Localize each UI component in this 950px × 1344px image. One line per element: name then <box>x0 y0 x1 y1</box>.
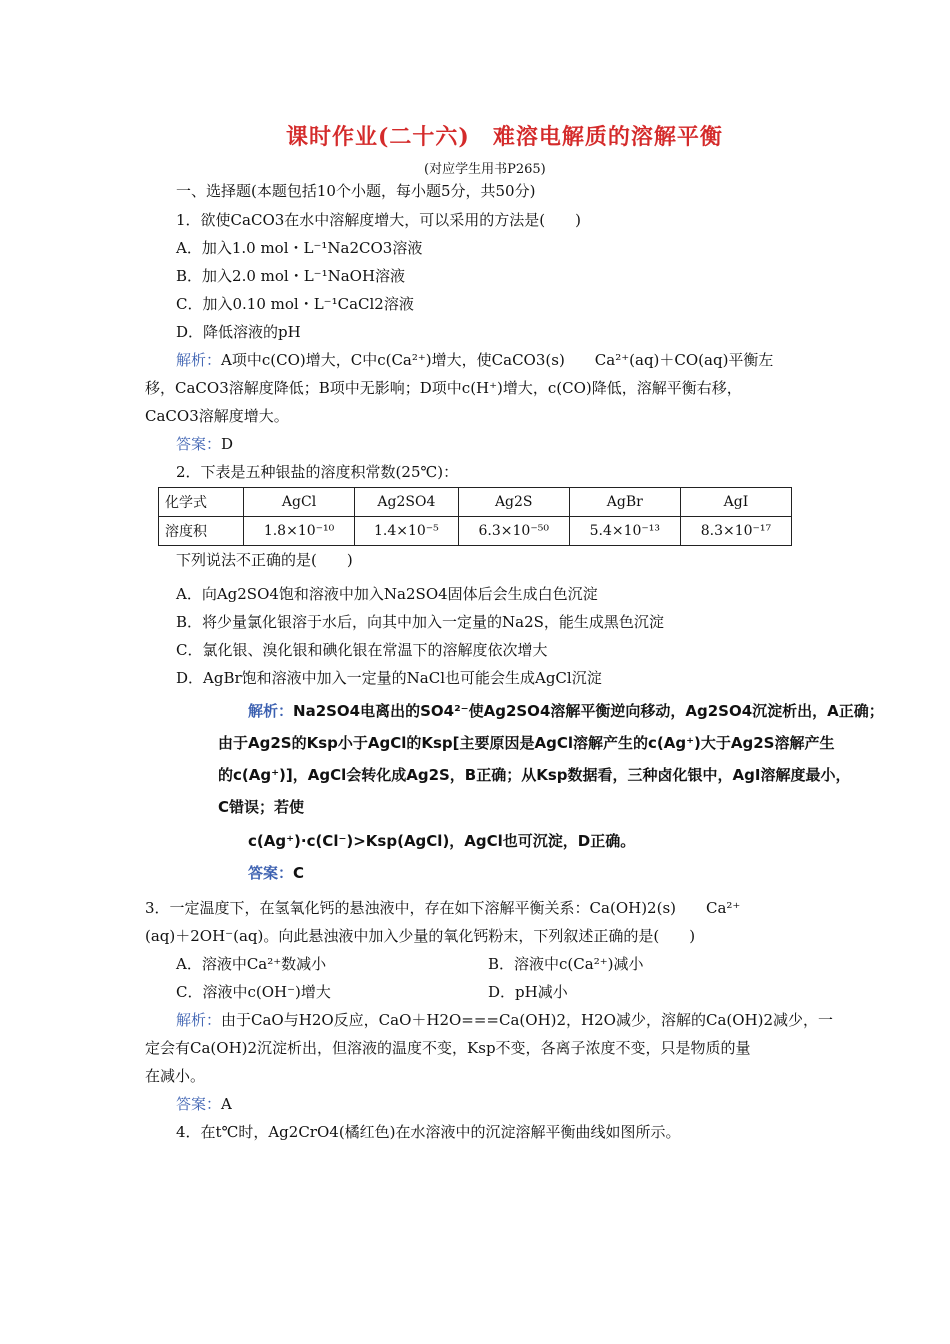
q1-answer-value: D <box>221 435 234 453</box>
table-cell: 8.3×10⁻¹⁷ <box>680 517 791 546</box>
table-cell: AgBr <box>569 488 680 517</box>
table-cell: AgCl <box>244 488 355 517</box>
q2-analysis-line-1 <box>248 700 884 721</box>
q1-option-b: B．加入2.0 mol・L⁻¹NaOH溶液 <box>176 267 406 285</box>
q4-stem: 4．在t℃时，Ag2CrO4(橘红色)在水溶液中的沉淀溶解平衡曲线如图所示。 <box>176 1123 681 1141</box>
q3-stem-line-2: (aq)＋2OH⁻(aq)。向此悬浊液中加入少量的氧化钙粉末，下列叙述正确的是( ) <box>145 927 696 945</box>
q1-analysis-line-2: 移，CaCO3溶解度降低；B项中无影响；D项中c(H⁺)增大，c(CO)降低，溶解平衡右移， <box>145 379 742 397</box>
q3-analysis-text-1: 由于CaO与H2O反应，CaO＋H2O===Ca(OH)2，H2O减少，溶解的Ca(OH)2减少，一 <box>221 1011 834 1029</box>
q2-option-c: C．氯化银、溴化银和碘化银在常温下的溶解度依次增大 <box>176 641 548 659</box>
q1-analysis-line-3: CaCO3溶解度增大。 <box>145 407 289 425</box>
q1-stem: 1．欲使CaCO3在水中溶解度增大，可以采用的方法是( ) <box>176 211 581 229</box>
q1-option-a: A．加入1.0 mol・L⁻¹Na2CO3溶液 <box>176 239 423 257</box>
table-cell: Ag2SO4 <box>355 488 459 517</box>
q1-analysis-label: 解析： <box>176 351 222 369</box>
q3-option-d: D．pH减小 <box>488 983 568 1001</box>
q2-analysis-text-1: Na2SO4电离出的SO4²⁻使Ag2SO4溶解平衡逆向移动，Ag2SO4沉淀析出，A正确； <box>293 702 884 720</box>
q3-option-b: B．溶液中c(Ca²⁺)减小 <box>488 955 644 973</box>
q2-prompt: 下列说法不正确的是( ) <box>176 551 353 569</box>
q3-analysis-line-3: 在减小。 <box>145 1067 206 1085</box>
table-cell: 1.8×10⁻¹⁰ <box>244 517 355 546</box>
table-cell: 6.3×10⁻⁵⁰ <box>458 517 569 546</box>
q3-analysis-line-1 <box>176 1010 833 1030</box>
q2-stem: 2．下表是五种银盐的溶度积常数(25℃)： <box>176 463 459 481</box>
q2-answer <box>248 862 304 883</box>
q1-answer <box>176 434 233 454</box>
table-cell: 化学式 <box>159 488 244 517</box>
q1-answer-label: 答案： <box>176 435 222 453</box>
q3-answer <box>176 1094 232 1114</box>
q3-option-c: C．溶液中c(OH⁻)增大 <box>176 983 331 1001</box>
table-cell: 1.4×10⁻⁵ <box>355 517 459 546</box>
q3-answer-label: 答案： <box>176 1095 222 1113</box>
q2-analysis-line-3: 的c(Ag⁺)]，AgCl会转化成Ag2S，B正确；从Ksp数据看，三种卤化银中，AgI溶解度最小， <box>218 766 851 784</box>
q2-analysis-line-5: c(Ag⁺)·c(Cl⁻)>Ksp(AgCl)，AgCl也可沉淀，D正确。 <box>248 832 636 850</box>
table-cell: Ag2S <box>458 488 569 517</box>
ksp-table <box>158 487 792 546</box>
ksp-table-value-row <box>159 517 792 546</box>
q2-option-a: A．向Ag2SO4饱和溶液中加入Na2SO4固体后会生成白色沉淀 <box>176 585 598 603</box>
table-cell: AgI <box>680 488 791 517</box>
q3-analysis-line-2: 定会有Ca(OH)2沉淀析出，但溶液的温度不变，Ksp不变，各离子浓度不变，只是物质的量 <box>145 1039 751 1057</box>
section-heading: 一、选择题(本题包括10个小题，每小题5分，共50分) <box>176 182 536 200</box>
q3-option-a: A．溶液中Ca²⁺数减小 <box>176 955 327 973</box>
q2-option-b: B．将少量氯化银溶于水后，向其中加入一定量的Na2S，能生成黑色沉淀 <box>176 613 664 631</box>
q2-analysis-label: 解析： <box>248 702 294 720</box>
q2-answer-label: 答案： <box>248 864 294 882</box>
q2-analysis-line-4: C错误；若使 <box>218 798 305 816</box>
table-cell: 5.4×10⁻¹³ <box>569 517 680 546</box>
q1-option-d: D．降低溶液的pH <box>176 323 301 341</box>
q3-analysis-label: 解析： <box>176 1011 222 1029</box>
table-cell: 溶度积 <box>159 517 244 546</box>
q1-analysis-text-1: A项中c(CO)增大，C中c(Ca²⁺)增大，使CaCO3(s) Ca²⁺(aq)＋CO(aq)平衡左 <box>221 351 774 369</box>
q3-answer-value: A <box>221 1095 232 1113</box>
q1-analysis-line-1 <box>176 350 773 370</box>
q1-option-c: C．加入0.10 mol・L⁻¹CaCl2溶液 <box>176 295 414 313</box>
q2-option-d: D．AgBr饱和溶液中加入一定量的NaCl也可能会生成AgCl沉淀 <box>176 669 602 687</box>
page-title: 课时作业(二十六) 难溶电解质的溶解平衡 <box>286 124 723 150</box>
q2-answer-value: C <box>293 864 305 882</box>
q2-analysis-line-2: 由于Ag2S的Ksp小于AgCl的Ksp[主要原因是AgCl溶解产生的c(Ag⁺)大于Ag2S溶解产生 <box>218 734 835 752</box>
q3-stem-line-1: 3．一定温度下，在氢氧化钙的悬浊液中，存在如下溶解平衡关系：Ca(OH)2(s) Ca²⁺ <box>145 899 741 917</box>
page-subtitle: (对应学生用书P265) <box>424 162 546 177</box>
ksp-table-header-row <box>159 488 792 517</box>
